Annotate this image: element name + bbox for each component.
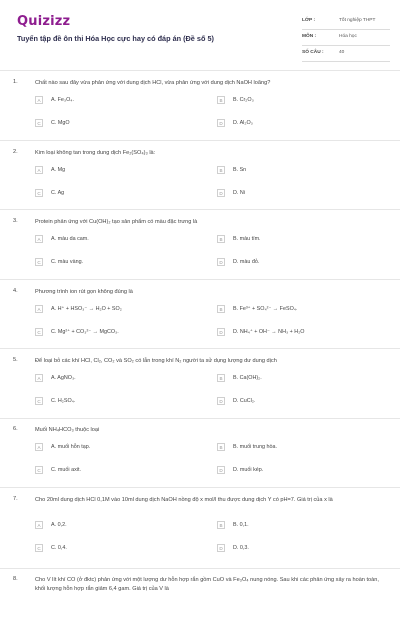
question-number: 4. (13, 288, 18, 294)
option-letter-box: D (217, 544, 225, 552)
question-divider (0, 418, 400, 419)
option-text: D. Al₂O₃ (233, 120, 253, 126)
meta-label: SỐ CÂU : (302, 50, 324, 55)
option-letter-box: A (35, 96, 43, 104)
question-number: 1. (13, 79, 18, 85)
option-letter-box: C (35, 258, 43, 266)
answer-option[interactable] (35, 166, 195, 176)
question-number: 2. (13, 149, 18, 155)
option-text: B. màu tím. (233, 236, 261, 242)
option-letter-box: B (217, 443, 225, 451)
question-divider (0, 209, 400, 210)
option-text: B. Sn (233, 167, 247, 173)
option-letter-box: B (217, 521, 225, 529)
question-number: 8. (13, 576, 18, 582)
option-letter-box: C (35, 466, 43, 474)
option-letter-box: C (35, 189, 43, 197)
option-letter-box: C (35, 119, 43, 127)
quizizz-logo: Quizizz (17, 14, 71, 29)
question-text: Để loại bỏ các khí HCl, Cl₂, CO₂ và SO₂ có lẫn trong khí N₂ người ta sử dụng lượng dư dung dịch (35, 358, 277, 364)
option-text: C. 0,4. (51, 545, 67, 551)
option-letter-box: A (35, 443, 43, 451)
answer-option[interactable] (217, 443, 377, 453)
question-divider (0, 348, 400, 349)
option-text: C. Ag (51, 190, 65, 196)
question-item (0, 357, 400, 417)
question-text: Muối NH₄HCO₃ thuộc loại (35, 427, 100, 433)
option-text: C. MgO (51, 120, 70, 126)
question-text: Chất nào sau đây vừa phản ứng với dung dịch HCl, vừa phản ứng với dung dịch NaOH loãng? (35, 80, 271, 86)
option-letter-box: D (217, 328, 225, 336)
option-letter-box: D (217, 189, 225, 197)
answer-option[interactable] (217, 544, 377, 554)
answer-option[interactable] (217, 466, 377, 476)
answer-option[interactable] (35, 189, 195, 199)
meta-row-subject (302, 31, 390, 46)
question-number: 7. (13, 496, 18, 502)
option-letter-box: B (217, 166, 225, 174)
option-text: D. muối kép. (233, 467, 264, 473)
question-text: Kim loại không tan trong dung dịch Fe₂(SO₄)₃ là: (35, 150, 156, 156)
meta-value: Tốt nghiệp THPT (339, 18, 376, 23)
option-letter-box: A (35, 521, 43, 529)
question-number: 6. (13, 426, 18, 432)
answer-option[interactable] (35, 305, 195, 315)
meta-value: 40 (339, 50, 345, 55)
option-text: C. màu vàng. (51, 259, 84, 265)
meta-label: MÔN : (302, 34, 317, 39)
answer-option[interactable] (217, 119, 377, 129)
meta-panel (302, 15, 390, 63)
meta-row-count (302, 47, 390, 62)
answer-option[interactable] (35, 521, 195, 531)
question-divider (0, 487, 400, 488)
question-divider (0, 279, 400, 280)
option-text: A. muối hỗn tạp. (51, 444, 91, 450)
answer-option[interactable] (217, 189, 377, 199)
question-text: Protein phản ứng với Cu(OH)₂ tạo sản phẩm có màu đặc trưng là (35, 219, 198, 225)
option-text: B. Fe³⁺ + SO₄²⁻ → FeSO₄. (233, 306, 298, 312)
option-letter-box: D (217, 119, 225, 127)
question-item (0, 79, 400, 139)
option-text: B. 0,1. (233, 522, 249, 528)
option-text: D. 0,3. (233, 545, 249, 551)
worksheet-header (0, 0, 400, 70)
answer-option[interactable] (217, 374, 377, 384)
option-letter-box: B (217, 235, 225, 243)
question-item (0, 426, 400, 486)
answer-option[interactable] (35, 328, 195, 338)
question-divider (0, 70, 400, 71)
answer-option[interactable] (217, 235, 377, 245)
option-text: C. Mg²⁺ + CO₃²⁻ → MgCO₃. (51, 329, 119, 335)
answer-option[interactable] (217, 397, 377, 407)
option-text: D. Ni (233, 190, 245, 196)
option-text: B. Ca(OH)₂. (233, 375, 262, 381)
option-letter-box: B (217, 374, 225, 382)
question-number: 3. (13, 218, 18, 224)
option-text: B. muối trung hòa. (233, 444, 278, 450)
answer-option[interactable] (217, 166, 377, 176)
option-text: A. 0,2. (51, 522, 67, 528)
answer-option[interactable] (35, 119, 195, 129)
option-letter-box: D (217, 466, 225, 474)
question-item (0, 288, 400, 348)
option-text: C. H₂SO₄. (51, 398, 76, 404)
option-letter-box: A (35, 305, 43, 313)
option-letter-box: B (217, 305, 225, 313)
answer-option[interactable] (217, 258, 377, 268)
question-text: Cho 20ml dung dịch HCl 0,1M vào 10ml dung dịch NaOH nồng độ x mol/l thu được dung dịch Y có pH=7. Giá trị của x là (35, 497, 333, 503)
answer-option[interactable] (35, 374, 195, 384)
option-letter-box: C (35, 544, 43, 552)
answer-option[interactable] (35, 397, 195, 407)
option-letter-box: A (35, 235, 43, 243)
option-text: A. H⁺ + HSO₃⁻ → H₂O + SO₂ (51, 306, 122, 312)
option-letter-box: C (35, 328, 43, 336)
meta-row-grade (302, 15, 390, 30)
question-divider (0, 140, 400, 141)
meta-value: Hóa học (339, 34, 357, 39)
answer-option[interactable] (35, 466, 195, 476)
answer-option[interactable] (217, 328, 377, 338)
answer-option[interactable] (35, 235, 195, 245)
question-item (0, 149, 400, 209)
option-text: C. muối axit. (51, 467, 81, 473)
answer-option[interactable] (35, 96, 195, 106)
option-text: B. Cr₂O₃ (233, 97, 254, 103)
question-item (0, 218, 400, 278)
option-text: D. CuCl₂. (233, 398, 256, 404)
option-letter-box: A (35, 374, 43, 382)
answer-option[interactable] (35, 443, 195, 453)
meta-label: LỚP : (302, 18, 316, 23)
option-text: A. Fe₃O₄. (51, 97, 74, 103)
option-text: A. màu da cam. (51, 236, 89, 242)
worksheet-title: Tuyển tập đề ôn thi Hóa Học cực hay có đáp án (Đề số 5) (17, 34, 214, 43)
answer-option[interactable] (35, 258, 195, 268)
option-letter-box: C (35, 397, 43, 405)
option-text: D. màu đỏ. (233, 259, 260, 265)
question-number: 5. (13, 357, 18, 363)
question-text: Phương trình ion rút gọn không đúng là (35, 289, 133, 295)
question-text: Cho V lít khí CO (ở đktc) phản ứng với một lượng dư hỗn hợp rắn gồm CuO và Fe₃O₄ nung nóng. Sau khi các phản ứng xảy ra hoàn toàn, khối lượng hỗn hợp rắn giảm 6,4 gam. Giá trị của V là (35, 577, 379, 592)
option-letter-box: D (217, 258, 225, 266)
option-text: D. NH₄⁺ + OH⁻ → NH₃ + H₂O (233, 329, 305, 335)
option-letter-box: D (217, 397, 225, 405)
answer-option[interactable] (217, 305, 377, 315)
answer-option[interactable] (217, 521, 377, 531)
question-divider (0, 568, 400, 569)
question-item (0, 496, 400, 556)
answer-option[interactable] (217, 96, 377, 106)
option-letter-box: B (217, 96, 225, 104)
option-letter-box: A (35, 166, 43, 174)
answer-option[interactable] (35, 544, 195, 554)
option-text: A. Mg (51, 167, 66, 173)
question-item (0, 576, 400, 636)
option-text: A. AgNO₃. (51, 375, 76, 381)
